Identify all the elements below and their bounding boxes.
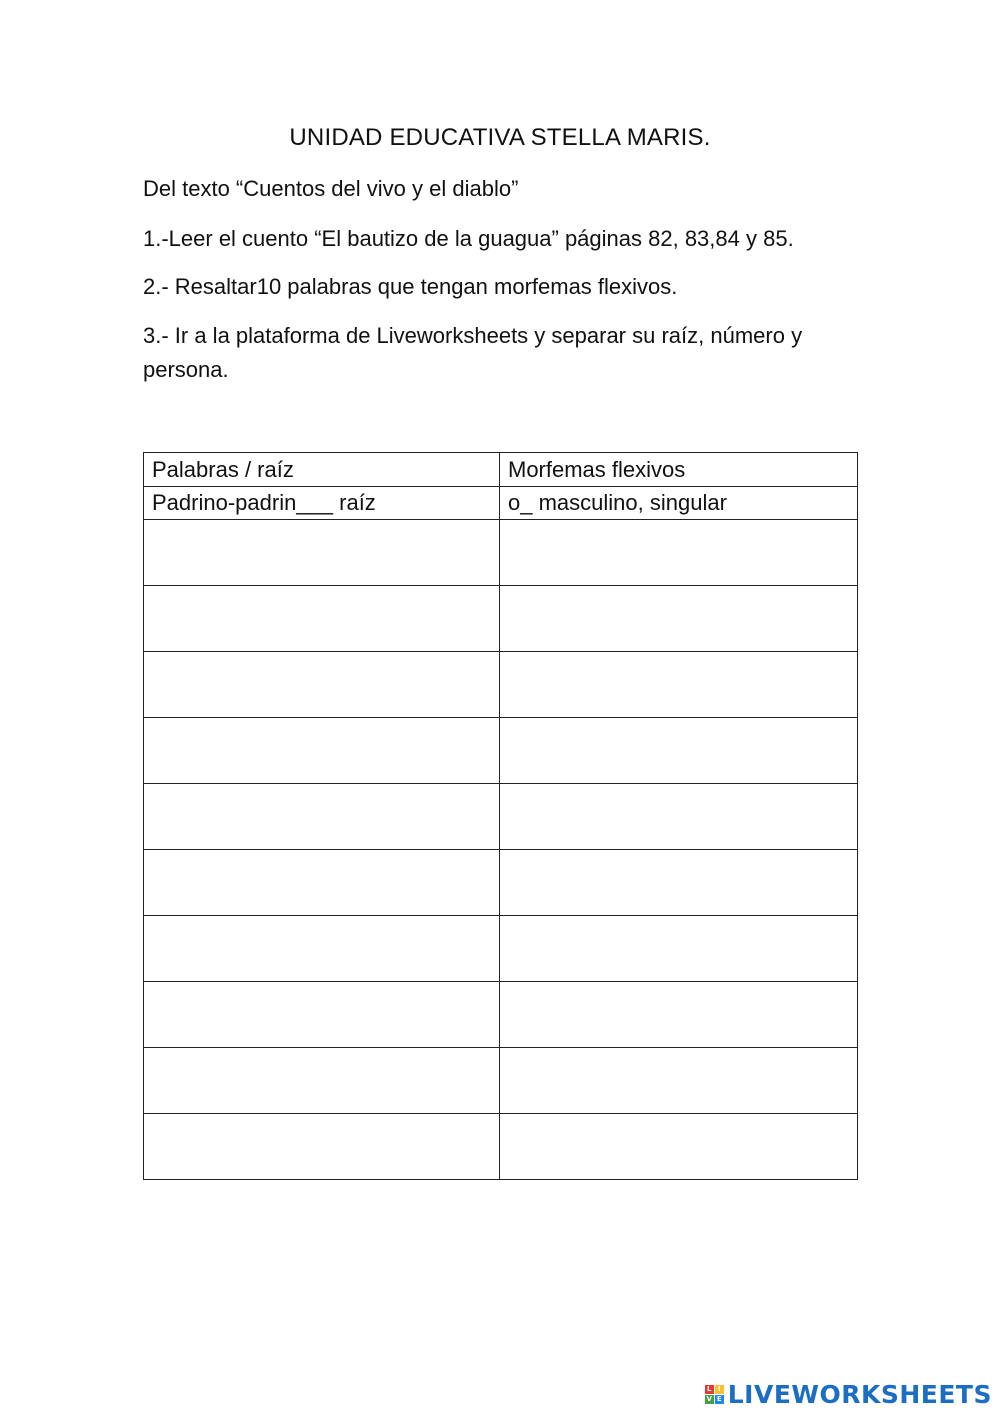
example-word-text: Padrino-padrin___ raíz xyxy=(152,490,376,515)
answer-word-cell[interactable] xyxy=(144,1114,500,1180)
instruction-step-3: 3.- Ir a la plataforma de Liveworksheets y separar su raíz, número y persona. xyxy=(143,323,803,382)
answer-word-cell[interactable] xyxy=(144,652,500,718)
answer-word-cell[interactable] xyxy=(144,718,500,784)
answer-morpheme-cell[interactable] xyxy=(500,1048,858,1114)
answer-table xyxy=(143,452,858,1180)
answer-word-cell[interactable] xyxy=(144,1048,500,1114)
logo-mark-letter: I xyxy=(715,1385,724,1394)
answer-morpheme-cell[interactable] xyxy=(500,916,858,982)
answer-morpheme-cell[interactable] xyxy=(500,850,858,916)
answer-morpheme-cell[interactable] xyxy=(500,784,858,850)
table-header-row xyxy=(144,453,858,487)
answer-row xyxy=(144,520,858,586)
logo-mark-letter: E xyxy=(715,1395,724,1404)
answer-morpheme-cell[interactable] xyxy=(500,982,858,1048)
header-words-root: Palabras / raíz xyxy=(144,453,500,487)
answer-word-cell[interactable] xyxy=(144,982,500,1048)
logo-mark-letter: L xyxy=(705,1385,714,1394)
header-inflectional-morphemes: Morfemas flexivos xyxy=(500,453,858,487)
answer-row xyxy=(144,982,858,1048)
answer-row xyxy=(144,652,858,718)
instruction-step-2: 2.- Resaltar10 palabras que tengan morfemas flexivos. xyxy=(143,274,678,299)
source-text-line: Del texto “Cuentos del vivo y el diablo” xyxy=(143,176,519,201)
answer-morpheme-cell[interactable] xyxy=(500,586,858,652)
answer-row xyxy=(144,916,858,982)
instruction-step-1: 1.-Leer el cuento “El bautizo de la guagua” páginas 82, 83,84 y 85. xyxy=(143,226,794,251)
answer-morpheme-cell[interactable] xyxy=(500,520,858,586)
example-word-cell xyxy=(144,487,500,520)
table-example-row xyxy=(144,487,858,520)
example-morpheme-cell: o_ masculino, singular xyxy=(500,487,858,520)
answer-word-cell[interactable] xyxy=(144,784,500,850)
answer-morpheme-cell[interactable] xyxy=(500,652,858,718)
answer-word-cell[interactable] xyxy=(144,916,500,982)
liveworksheets-logo-text: LIVEWORKSHEETS xyxy=(727,1379,992,1409)
answer-row xyxy=(144,718,858,784)
liveworksheets-logo xyxy=(705,1378,992,1410)
answer-row xyxy=(144,784,858,850)
answer-word-cell[interactable] xyxy=(144,520,500,586)
answer-morpheme-cell[interactable] xyxy=(500,1114,858,1180)
answer-row xyxy=(144,850,858,916)
answer-word-cell[interactable] xyxy=(144,850,500,916)
answer-row xyxy=(144,1114,858,1180)
answer-row xyxy=(144,586,858,652)
answer-morpheme-cell[interactable] xyxy=(500,718,858,784)
answer-row xyxy=(144,1048,858,1114)
logo-mark-letter: V xyxy=(706,1394,712,1403)
liveworksheets-logo-icon xyxy=(705,1385,724,1404)
worksheet-title: UNIDAD EDUCATIVA STELLA MARIS. xyxy=(289,124,711,151)
answer-word-cell[interactable] xyxy=(144,586,500,652)
